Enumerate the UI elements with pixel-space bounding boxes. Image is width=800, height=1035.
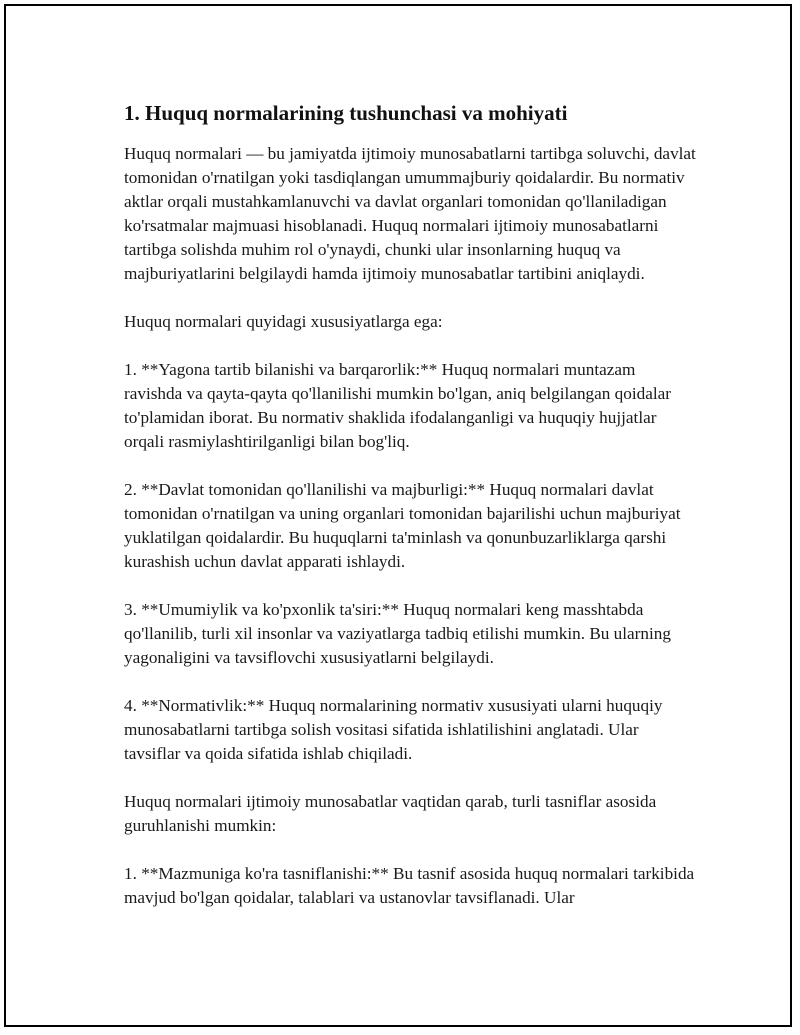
paragraph-feature-1: 1. **Yagona tartib bilanishi va barqarorlik:** Huquq normalari muntazam ravishda va qayta-qayta qo'llanilishi mumkin bo'lgan, aniq belgilangan qoidalar to'plamidan iborat. Bu normativ shaklida ifodalanganligi va huquqiy hujjatlar orqali rasmiylashtirilganligi bilan bog'liq.: [124, 360, 671, 451]
paragraph-feature-3: 3. **Umumiylik va ko'pxonlik ta'siri:** Huquq normalari keng masshtabda qo'llanilib, turli xil insonlar va vaziyatlarga tadbiq etilishi mumkin. Bu ularning yagonaligini va tavsiflovchi xususiyatlarni belgilaydi.: [124, 600, 671, 667]
paragraph-classification-1: 1. **Mazmuniga ko'ra tasniflanishi:** Bu tasnif asosida huquq normalari tarkibida mavjud bo'lgan qoidalar, talablari va ustanovlar tavsiflanadi. Ular: [124, 864, 695, 907]
section-heading: 1. Huquq normalarining tushunchasi va mohiyati: [124, 101, 568, 125]
paragraph-feature-2: 2. **Davlat tomonidan qo'llanilishi va majburligi:** Huquq normalari davlat tomonidan o'rnatilgan va uning organlari tomonidan bajarilishi uchun majburiyat yuklatilgan qoidalardir. Bu huquqlarni ta'minlash va qonunbuzarliklarga qarshi kurashish uchun davlat apparati ishlaydi.: [124, 480, 681, 571]
page-frame: [4, 4, 792, 1027]
paragraph-definition: Huquq normalari — bu jamiyatda ijtimoiy munosabatlarni tartibga soluvchi, davlat tomonidan o'rnatilgan yoki tasdiqlangan umummajburiy qoidalardir. Bu normativ aktlar orqali mustahkamlanuvchi va davlat organlari tomonidan qo'llaniladigan ko'rsatmalar majmuasi hisoblanadi. Huquq normalari ijtimoiy munosabatlarni tartibga solishda muhim rol o'ynaydi, chunki ular insonlarning huquq va majburiyatlarini belgilaydi hamda ijtimoiy munosabatlar tartibini aniqlaydi.: [124, 144, 696, 283]
paragraph-feature-4: 4. **Normativlik:** Huquq normalarining normativ xususiyati ularni huquqiy munosabatlarni tartibga solish vositasi sifatida ishlatilishini anglatadi. Ular tavsiflar va qoida sifatida ishlab chiqiladi.: [124, 696, 663, 763]
document-body: [124, 98, 696, 934]
paragraph-features-intro: Huquq normalari quyidagi xususiyatlarga ega:: [124, 312, 443, 331]
paragraph-classification-intro: Huquq normalari ijtimoiy munosabatlar vaqtidan qarab, turli tasniflar asosida guruhlanishi mumkin:: [124, 792, 657, 835]
